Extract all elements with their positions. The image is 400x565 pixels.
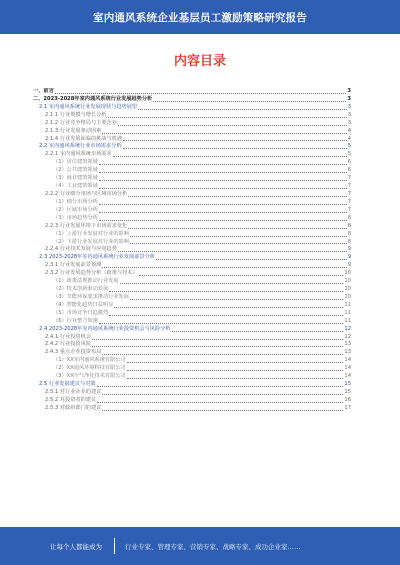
toc-leader-dots (123, 140, 347, 141)
toc-entry-text: 2.1.4 行业发展面临的挑战与机遇 (45, 135, 123, 142)
toc-entry-text: （3）XX空气净化技术有限公司 (53, 373, 126, 380)
toc-page-number: 14 (344, 357, 351, 364)
toc-leader-dots (127, 370, 344, 371)
toc-leader-dots (55, 93, 347, 94)
toc-page-number: 10 (344, 293, 351, 300)
toc-page-number: 10 (344, 278, 351, 285)
toc-entry-text: （4）工业建筑领域 (53, 183, 98, 190)
toc-leader-dots (127, 362, 344, 363)
toc-page-number: 3 (347, 119, 351, 126)
toc-entry-text: （2）下游行业发展对行业的影响 (53, 238, 129, 245)
toc-leader-dots (99, 212, 347, 213)
toc-leader-dots (128, 196, 346, 197)
toc-leader-dots (102, 410, 343, 411)
toc-leader-dots (99, 180, 347, 181)
toc-entry-text: （3）节能环保要求推动行业发展 (53, 293, 129, 300)
toc-entry[interactable] (33, 199, 351, 207)
toc-entry[interactable] (33, 167, 351, 175)
toc-page-number: 6 (347, 159, 351, 166)
toc-page-number: 7 (347, 175, 351, 182)
toc-leader-dots (99, 188, 347, 189)
toc-entry-text: 2.4.3 重点企业投资布局 (45, 349, 102, 356)
toc-entry-text: 一、前言 (33, 88, 54, 94)
toc-entry-text: 2.1 室内通风系统行业发展现状与趋势展望 (39, 103, 138, 110)
toc-page-number: 7 (347, 198, 351, 205)
toc-page-number: 9 (347, 262, 351, 269)
toc-leader-dots (172, 331, 344, 332)
toc-page-number: 4 (347, 135, 351, 142)
toc-entry[interactable] (33, 397, 351, 405)
toc-leader-dots (153, 101, 346, 102)
document-title: 室内通风系统企业基层员工激励策略研究报告 (93, 11, 307, 24)
toc-page-number: 15 (344, 389, 351, 396)
toc-page-number: 8 (347, 230, 351, 237)
toc-page-number: 3 (347, 111, 351, 118)
toc-leader-dots (99, 204, 347, 205)
toc-entry-text: 2.3 2023-2028年室内通风系统行业发展前景分析 (39, 254, 155, 261)
toc-leader-dots (99, 220, 347, 221)
toc-entry-text: （6）行业整合加速 (53, 317, 98, 324)
toc-page-number: 13 (344, 349, 351, 356)
toc-entry-text: 2.1.1 行业规模与增长分析 (45, 111, 107, 118)
toc-page-number: 9 (347, 254, 351, 261)
toc-entry[interactable] (33, 207, 351, 215)
toc-entry-text: 2.1.2 行业竞争格局与主要企业 (45, 119, 117, 126)
toc-page-number: 10 (344, 286, 351, 293)
toc-entry-text: 2.2.3 行业发展环境下市场需求变化 (45, 222, 128, 229)
toc-page-number: 7 (347, 206, 351, 213)
toc-entry-text: 2.5 行业发展建议与对策 (39, 381, 96, 388)
toc-page-number: 11 (344, 317, 351, 324)
toc-entry-text: （1）政策法规推动行业发展 (53, 278, 119, 285)
toc-page-number: 10 (344, 270, 351, 277)
toc-leader-dots (118, 251, 347, 252)
toc-leader-dots (102, 267, 346, 268)
toc-entry-text: （2）区域市场分析 (53, 206, 98, 213)
toc-entry[interactable] (33, 381, 351, 389)
toc-entry-text: （2）公共建筑领域 (53, 167, 98, 174)
toc-page-number: 14 (344, 373, 351, 380)
toc-page-number: 13 (344, 341, 351, 348)
toc-entry-text: （1）XX室内通风系统有限公司 (53, 357, 126, 364)
toc-leader-dots (138, 109, 347, 110)
toc-entry-text: 2.2.1 室内通风系统市场需求 (45, 151, 112, 158)
toc-leader-dots (156, 259, 347, 260)
toc-entry-text: （4）智能化趋势日益明显 (53, 301, 114, 308)
toc-page-number: 3 (347, 103, 351, 110)
toc-leader-dots (102, 354, 343, 355)
toc-page-number: 3 (347, 88, 351, 94)
toc-leader-dots (108, 117, 347, 118)
toc-entry[interactable] (33, 373, 351, 381)
toc-entry[interactable] (33, 175, 351, 183)
toc-leader-dots (102, 133, 346, 134)
toc-entry[interactable] (33, 270, 351, 278)
toc-entry[interactable] (33, 112, 351, 120)
toc-page-number: 4 (347, 127, 351, 134)
toc-leader-dots (130, 236, 347, 237)
toc-page-number: 15 (344, 381, 351, 388)
toc-entry-text: （1）细分市场分析 (53, 198, 98, 205)
toc-entry[interactable] (33, 191, 351, 199)
toc-entry-text: 2.5.2 对投资者的建议 (45, 396, 97, 403)
toc-entry-text: 2.2.4 行业技术发展与应用趋势 (45, 246, 117, 253)
toc-entry[interactable] (33, 294, 351, 302)
toc-entry-text: 2.3.2 行业发展趋势分析（政策与技术） (45, 270, 138, 277)
toc-leader-dots (102, 394, 343, 395)
toc-entry[interactable] (33, 318, 351, 326)
toc-leader-dots (99, 172, 347, 173)
toc-entry-text: （3）市场趋势分析 (53, 214, 98, 221)
toc-entry[interactable] (33, 310, 351, 318)
toc-entry[interactable] (33, 405, 351, 413)
toc-entry[interactable] (33, 231, 351, 239)
toc-page-number: 8 (347, 238, 351, 245)
toc-leader-dots (127, 378, 344, 379)
footer-slogan-left: 让每个人都能成为 (50, 542, 102, 551)
toc-entry-text: 2.5.1 对行业企业的建议 (45, 389, 102, 396)
toc-leader-dots (97, 402, 343, 403)
toc-entry-text: （2）XX通风环境科技有限公司 (53, 365, 126, 372)
toc-entry[interactable] (33, 278, 351, 286)
toc-entry-text: （1）居住建筑领域 (53, 159, 98, 166)
toc-page-number: 11 (344, 309, 351, 316)
toc-entry[interactable] (33, 104, 351, 112)
toc-leader-dots (113, 156, 347, 157)
toc-list (33, 88, 351, 520)
toc-leader-dots (118, 125, 347, 126)
toc-leader-dots (92, 346, 343, 347)
toc-entry[interactable] (33, 88, 351, 96)
toc-leader-dots (109, 291, 343, 292)
toc-page-number: 8 (347, 214, 351, 221)
toc-entry-text: （3）商业建筑领域 (53, 175, 98, 182)
footer-divider (114, 538, 115, 554)
toc-page-number: 14 (344, 365, 351, 372)
toc-entry-text: （1）上游行业发展对行业的影响 (53, 230, 129, 237)
toc-page-number: 7 (347, 183, 351, 190)
toc-leader-dots (130, 243, 347, 244)
toc-leader-dots (99, 323, 344, 324)
toc-page-number: 6 (347, 167, 351, 174)
toc-entry-text: 2.2.2 行业细分市场与区域市场分析 (45, 190, 128, 197)
toc-entry-text: 2.5.3 对政府部门的建议 (45, 404, 102, 411)
toc-entry[interactable] (33, 302, 351, 310)
toc-leader-dots (130, 299, 343, 300)
toc-page-number: 12 (344, 333, 351, 340)
toc-leader-dots (99, 164, 347, 165)
toc-leader-dots (114, 307, 343, 308)
toc-page-number: 12 (344, 325, 351, 332)
toc-entry[interactable] (33, 215, 351, 223)
toc-entry-text: 二、2023-2028年室内通风系统行业发展趋势分析 (33, 95, 153, 102)
toc-page-number: 5 (347, 143, 351, 150)
toc-leader-dots (123, 148, 347, 149)
toc-page-number: 7 (347, 190, 351, 197)
toc-entry[interactable] (33, 96, 351, 104)
toc-entry-text: 2.2 室内通风系统行业市场需求分析 (39, 143, 122, 150)
toc-entry[interactable] (33, 262, 351, 270)
toc-page-number: 11 (344, 301, 351, 308)
toc-page-number: 5 (347, 151, 351, 158)
toc-entry-text: （2）技术创新驱动发展 (53, 286, 109, 293)
toc-entry-text: 2.3.1 行业发展前景预测 (45, 262, 102, 269)
toc-entry-text: 2.4 2023-2028年室内通风系统行业投资机会与风险分析 (39, 325, 171, 332)
toc-title: 内容目录 (173, 54, 226, 69)
toc-entry[interactable] (33, 365, 351, 373)
toc-page-number: 9 (347, 246, 351, 253)
toc-page-number: 8 (347, 222, 351, 229)
toc-leader-dots (92, 339, 343, 340)
toc-entry[interactable] (33, 128, 351, 136)
toc-entry[interactable] (33, 286, 351, 294)
toc-leader-dots (109, 315, 343, 316)
toc-entry-text: 2.4.1 行业投资机会 (45, 333, 91, 340)
toc-entry-text: 2.4.2 行业投资风险 (45, 341, 91, 348)
toc-entry[interactable] (33, 389, 351, 397)
toc-page-number: 17 (344, 404, 351, 411)
toc-entry-text: （5）市场竞争日趋激烈 (53, 309, 109, 316)
toc-leader-dots (139, 275, 344, 276)
toc-entry[interactable] (33, 120, 351, 128)
toc-leader-dots (120, 283, 344, 284)
toc-page-number: 16 (344, 396, 351, 403)
toc-entry[interactable] (33, 183, 351, 191)
page-header (0, 0, 400, 34)
toc-entry-text: 2.1.3 行业发展驱动因素 (45, 127, 102, 134)
page-footer (0, 527, 400, 565)
toc-entry[interactable] (33, 326, 351, 334)
footer-slogan-right: 行业专家、管理专家、营销专家、战略专家、成功企业家…… (125, 542, 301, 551)
toc-entry[interactable] (33, 223, 351, 231)
toc-leader-dots (97, 386, 344, 387)
toc-page-number: 3 (347, 95, 351, 102)
toc-leader-dots (128, 228, 346, 229)
